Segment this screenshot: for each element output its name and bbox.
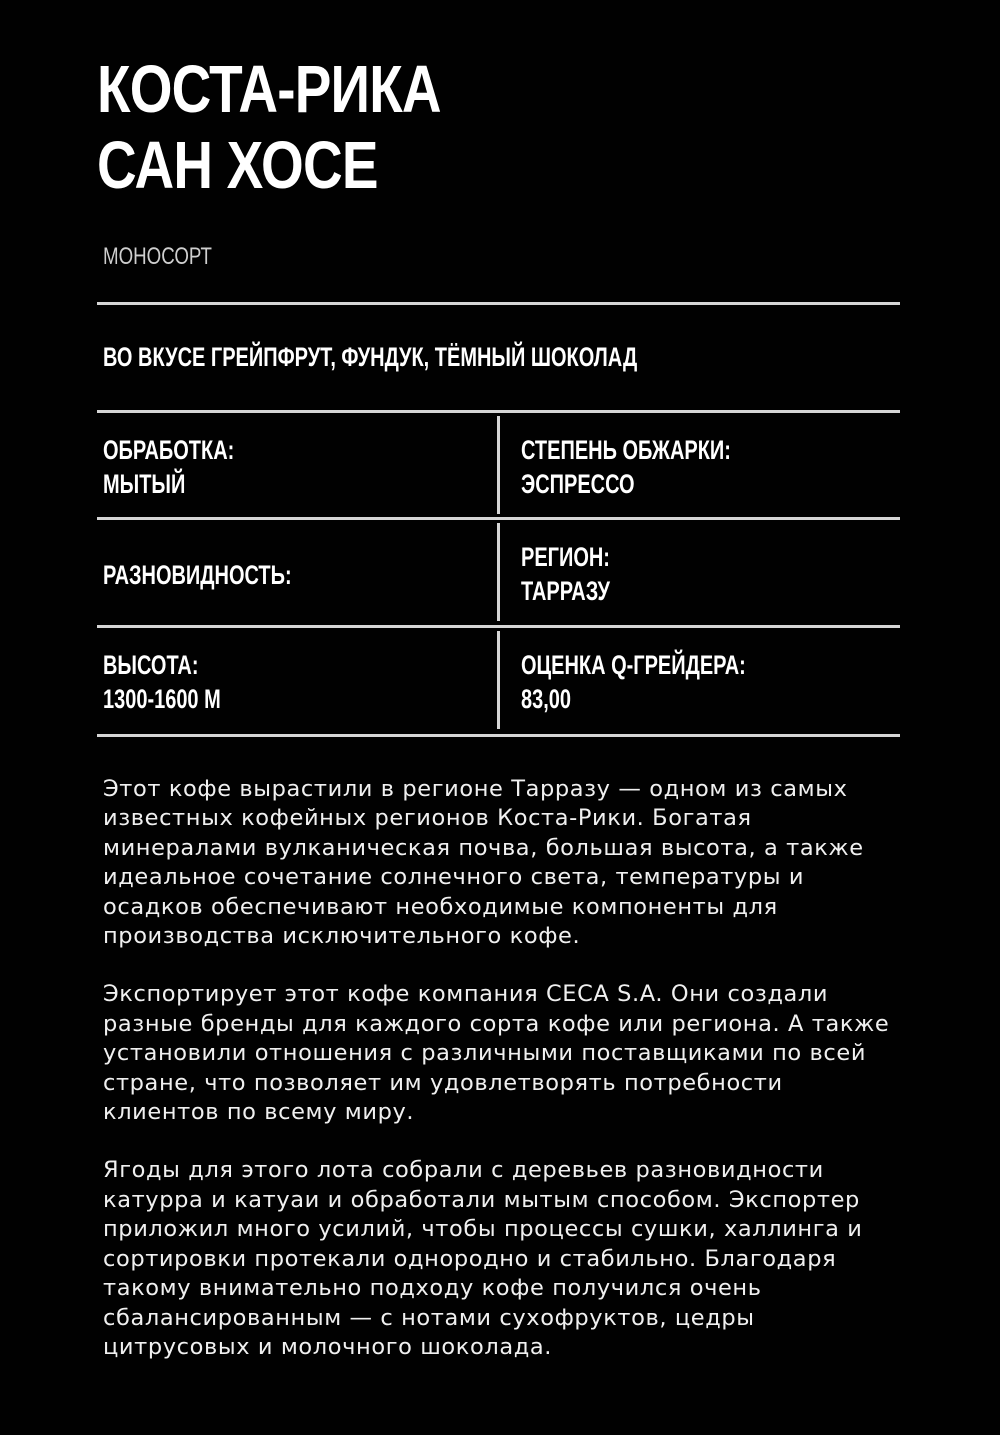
column-divider (497, 416, 500, 514)
column-divider (497, 523, 500, 621)
spec-label: ОБРАБОТКА: (103, 435, 235, 465)
divider (97, 734, 900, 737)
spec-region (521, 540, 610, 608)
spec-qgrader (521, 648, 746, 716)
spec-label: СТЕПЕНЬ ОБЖАРКИ: (521, 435, 731, 465)
spec-label: ВЫСОТА: (103, 650, 199, 680)
spec-label: РЕГИОН: (521, 542, 610, 572)
spec-value: МЫТЫЙ (103, 469, 186, 499)
divider (97, 625, 900, 628)
divider (97, 410, 900, 413)
spec-roast (521, 433, 731, 501)
divider (97, 302, 900, 305)
product-title (97, 52, 441, 204)
spec-altitude (103, 648, 221, 716)
column-divider (497, 631, 500, 729)
spec-value: ЭСПРЕССО (521, 469, 635, 499)
title-line-farm: САН ХОСЕ (97, 128, 378, 203)
taste-notes: ВО ВКУСЕ ГРЕЙПФРУТ, ФУНДУК, ТЁМНЫЙ ШОКОЛАД (103, 342, 638, 372)
spec-value: 1300-1600 М (103, 684, 221, 714)
divider (97, 517, 900, 520)
coffee-type: МОНОСОРТ (103, 243, 212, 270)
spec-value: ТАРРАЗУ (521, 576, 610, 606)
description-paragraph: Этот кофе вырастили в регионе Тарразу — одном из самых известных кофейных регионов Коста-Рики. Богатая минералами вулканическая почва, большая высота, а также идеальное сочетание солнечного света, температуры и осадков обеспечивают необходимые компоненты для производства исключительного кофе. (103, 776, 864, 950)
spec-label: ОЦЕНКА Q-ГРЕЙДЕРА: (521, 650, 746, 680)
spec-processing (103, 433, 234, 501)
description-paragraph: Ягоды для этого лота собрали с деревьев разновидности катурра и катуаи и обработали мытым способом. Экспортер приложил много усилий, чтобы процессы сушки, халлинга и сортировки протекали однородно и стабильно. Благодаря такому внимательно подходу кофе получился очень сбалансированным — с нотами сухофруктов, цедры цитрусовых и молочного шоколада. (103, 1157, 863, 1360)
description (103, 775, 903, 1391)
title-line-country: КОСТА-РИКА (97, 52, 441, 127)
spec-value: 83,00 (521, 684, 572, 714)
description-paragraph: Экспортирует этот кофе компания CECA S.A. Они создали разные бренды для каждого сорта кофе или региона. А также установили отношения с различными поставщиками по всей стране, что позволяет им удовлетворять потребности клиентов по всему миру. (103, 981, 890, 1126)
spec-label: РАЗНОВИДНОСТЬ: (103, 560, 292, 590)
spec-variety (103, 558, 292, 592)
